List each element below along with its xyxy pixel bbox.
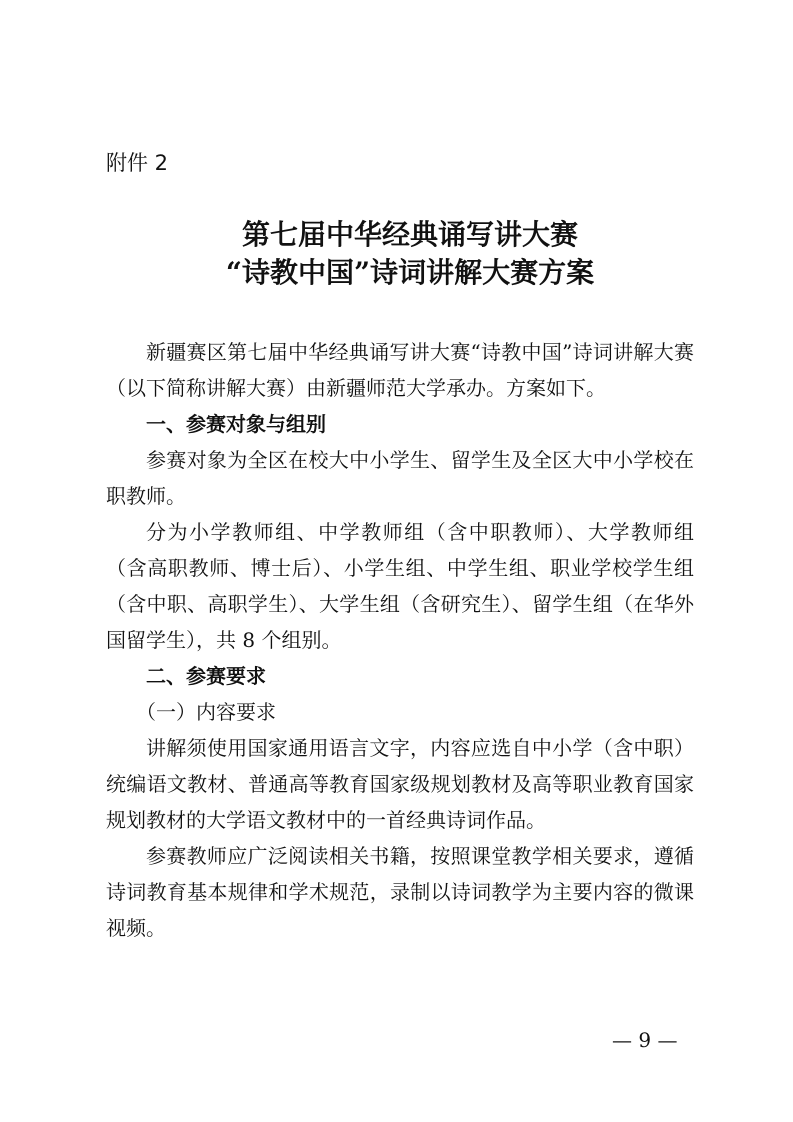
- intro-paragraph: 新疆赛区第七届中华经典诵写讲大赛“诗教中国”诗词讲解大赛（以下简称讲解大赛）由新疆师范大学承办。方案如下。: [106, 340, 694, 400]
- attachment-label: 附件 2: [106, 151, 169, 175]
- document-title-line-2: “诗教中国”诗词讲解大赛方案: [225, 256, 595, 289]
- section-1-paragraph-1: 参赛对象为全区在校大中小学生、留学生及全区大中小学校在职教师。: [106, 448, 694, 508]
- section-1-paragraph-2: 分为小学教师组、中学教师组（含中职教师）、大学教师组（含高职教师、博士后）、小学生组、中学生组、职业学校学生组（含中职、高职学生）、大学生组（含研究生）、留学生组（在华外国留学生），共 8 个组别。: [106, 520, 694, 652]
- document-body: [106, 334, 694, 946]
- page-number: — 9 —: [612, 1028, 678, 1052]
- section-2-paragraph-2: 参赛教师应广泛阅读相关书籍，按照课堂教学相关要求，遵循诗词教育基本规律和学术规范，录制以诗词教学为主要内容的微课视频。: [106, 844, 694, 940]
- document-title-line-1: 第七届中华经典诵写讲大赛: [241, 218, 578, 251]
- section-2-subheading: （一）内容要求: [136, 700, 276, 724]
- section-2-paragraph-1: 讲解须使用国家通用语言文字，内容应选自中小学（含中职）统编语文教材、普通高等教育国家级规划教材及高等职业教育国家规划教材的大学语文教材中的一首经典诗词作品。: [106, 736, 694, 832]
- section-1-heading: 一、参赛对象与组别: [146, 412, 326, 436]
- section-2-heading: 二、参赛要求: [146, 664, 266, 688]
